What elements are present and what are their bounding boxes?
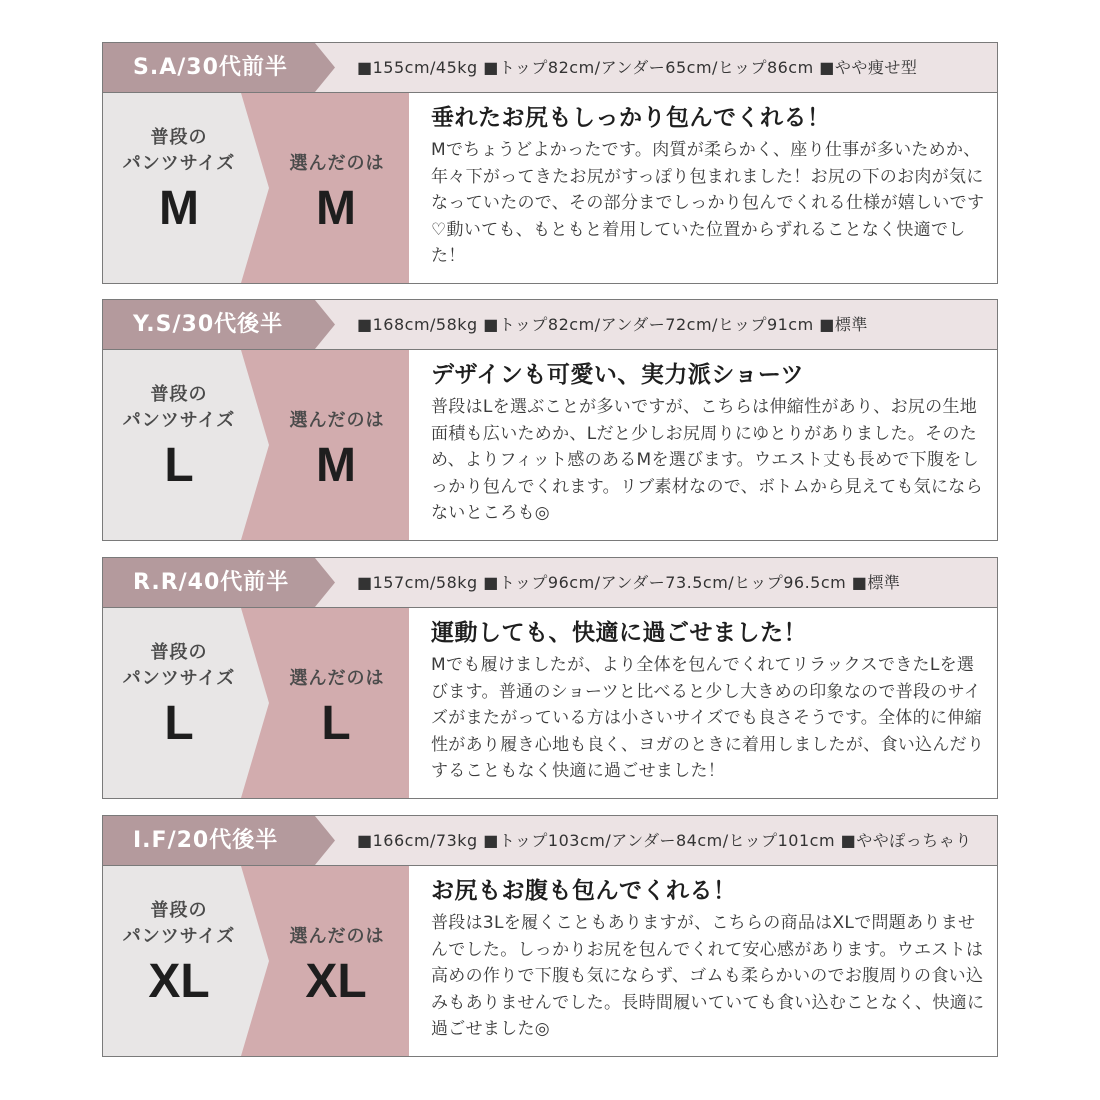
review-text: 普段はLを選ぶことが多いですが、こちらは伸縮性があり、お尻の生地面積も広いためか、Lだと少しお尻周りにゆとりがありました。そのため、よりフィット感のあるMを選びます。ウエスト丈も長めで下腹をしっかり包んでくれます。リブ素材なので、ボトムから見えても気にならないところも◎ xyxy=(431,397,983,523)
review-content xyxy=(431,101,985,270)
review-text: Mでちょうどよかったです。肉質が柔らかく、座り仕事が多いためか、年々下がってきたお尻がすっぽり包まれました！お尻の下のお肉が気になっていたので、その部分までしっかり包んでくれる仕様が嬉しいです♡動いても、もともと着用していた位置からずれることなく快適でした！ xyxy=(431,140,985,266)
chosen-size-value: M xyxy=(316,182,356,235)
review-title: 運動しても、快適に過ごせました！ xyxy=(431,620,807,646)
review-body xyxy=(103,608,997,798)
review-body xyxy=(103,866,997,1056)
chosen-size-label: 選んだのは xyxy=(289,926,385,947)
chosen-size-label: 選んだのは xyxy=(289,410,385,431)
review-header xyxy=(103,558,997,608)
review-text: Mでも履けましたが、より全体を包んでくれてリラックスできたLを選びます。普通のショーツと比べると少し大きめの印象なので普段のサイズがまたがっている方は小さいサイズでも良さそうです。全体的に伸縮性があり履き心地も良く、ヨガのときに着用しましたが、食い込んだりすることもなく快適に過ごせました！ xyxy=(431,655,985,781)
review-content xyxy=(431,874,985,1043)
reviewer-name: Y.S/30代後半 xyxy=(133,312,284,337)
usual-size-label-line1: 普段の xyxy=(150,384,208,405)
review-header xyxy=(103,816,997,866)
usual-size-label-line1: 普段の xyxy=(150,642,208,663)
chosen-size-value: L xyxy=(321,697,351,750)
review-header xyxy=(103,43,997,93)
review-body xyxy=(103,350,997,540)
reviewer-name: I.F/20代後半 xyxy=(133,828,279,853)
usual-size-label-line2: パンツサイズ xyxy=(122,153,236,174)
review-card xyxy=(102,557,998,799)
reviewer-profile: ■166cm/73kg ■トップ103cm/アンダー84cm/ヒップ101cm ■ややぽっちゃり xyxy=(357,831,972,850)
usual-size-label xyxy=(103,382,255,434)
review-card xyxy=(102,299,998,541)
review-content xyxy=(431,358,985,527)
usual-size-label-line2: パンツサイズ xyxy=(122,410,236,431)
reviewer-profile: ■157cm/58kg ■トップ96cm/アンダー73.5cm/ヒップ96.5cm ■標準 xyxy=(357,573,901,592)
reviewer-profile: ■168cm/58kg ■トップ82cm/アンダー72cm/ヒップ91cm ■標準 xyxy=(357,315,868,334)
reviewer-profile: ■155cm/45kg ■トップ82cm/アンダー65cm/ヒップ86cm ■やや痩せ型 xyxy=(357,58,918,77)
review-card xyxy=(102,42,998,284)
review-header xyxy=(103,300,997,350)
usual-size-value: L xyxy=(164,697,194,750)
usual-size-label xyxy=(103,898,255,950)
review-title: 垂れたお尻もしっかり包んでくれる！ xyxy=(431,105,831,131)
chosen-size-label: 選んだのは xyxy=(289,668,385,689)
review-content xyxy=(431,616,985,785)
usual-size-label xyxy=(103,640,255,692)
chosen-size-label: 選んだのは xyxy=(289,153,385,174)
chosen-size-value: M xyxy=(316,439,356,492)
review-card xyxy=(102,815,998,1057)
review-title: デザインも可愛い、実力派ショーツ xyxy=(431,362,805,388)
review-title: お尻もお腹も包んでくれる！ xyxy=(431,878,737,904)
chosen-size-value: XL xyxy=(305,955,367,1008)
usual-size-value: M xyxy=(159,182,199,235)
usual-size-label-line1: 普段の xyxy=(150,900,208,921)
reviewer-name: S.A/30代前半 xyxy=(133,55,288,80)
usual-size-value: XL xyxy=(148,955,210,1008)
review-body xyxy=(103,93,997,283)
usual-size-value: L xyxy=(164,439,194,492)
reviewer-name: R.R/40代前半 xyxy=(133,570,290,595)
review-text: 普段は3Lを履くこともありますが、こちらの商品はXLで問題ありませんでした。しっかりお尻を包んでくれて安心感があります。ウエストは高めの作りで下腹も気にならず、ゴムも柔らかいのでお腹周りの食い込みもありませんでした。長時間履いていても食い込むことなく、快適に過ごせました◎ xyxy=(431,913,985,1039)
usual-size-label xyxy=(103,125,255,177)
usual-size-label-line1: 普段の xyxy=(150,127,208,148)
usual-size-label-line2: パンツサイズ xyxy=(122,926,236,947)
usual-size-label-line2: パンツサイズ xyxy=(122,668,236,689)
